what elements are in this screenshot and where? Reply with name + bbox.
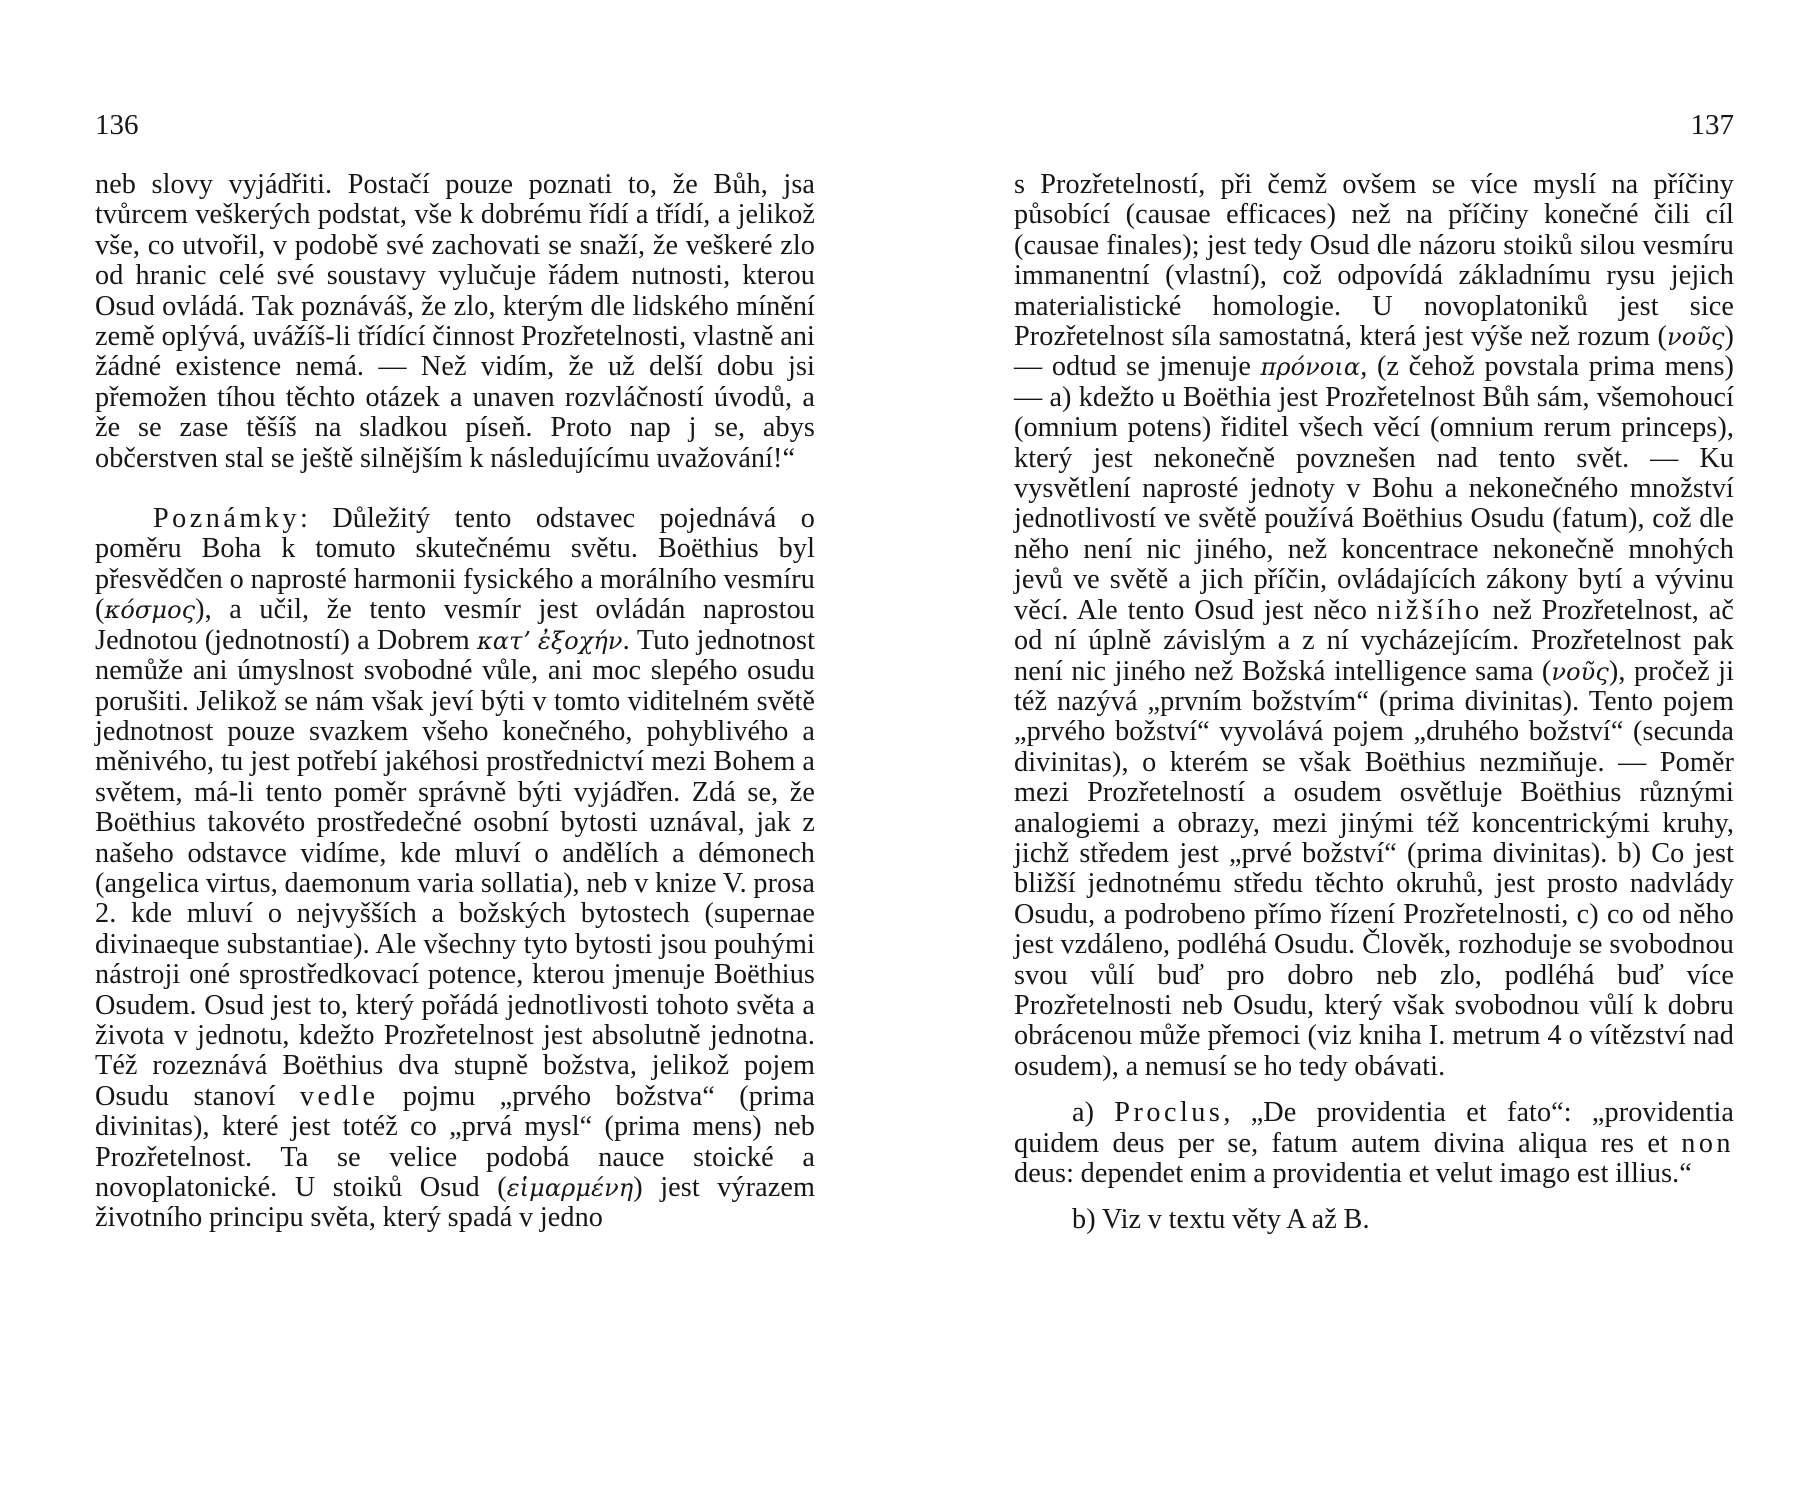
footnote-a — [1014, 1098, 1734, 1189]
notes-text-b: ), a učil, že tento vesmír jest ovládán naprostou Jednotou (jednotností) a Dobrem — [95, 594, 815, 656]
notes-text-c: . Tuto jednotnost nemůže ani úmyslnost svobodné vůle, ani moc slepého osudu porušiti. Jelikož se nám však jeví býti v tomto viditelném světě jednotnost pouze svazkem všeho konečného, pohyblivého a měnivého, tu jest potřebí jakéhosi prostřednictví mezi Bohem a světem, má-li tento poměr správně býti vyjádřen. Zdá se, že Boëthius takovéto prostředečné osobní bytosti uznával, jak z našeho odstavce vidíme, kde mluví o andělích a démonech (angelica virtus, daemonum varia sollatia), neb v knize V. prosa 2. kde mluví o nejvyšších a božských bytostech (supernae divinaeque substantiae). Ale všechny tyto bytosti jsou pouhými nástroji oné sprostředkovací potence, kterou jmenuje Boëthius Osudem. Osud jest to, který pořádá jednotlivosti tohoto světa a života v jednotu, kdežto Prozřetelnost jest absolutně jednotna. Též rozeznává Boëthius dva stupně božstva, jelikož pojem Osudu stanoví — [95, 624, 816, 1112]
right-text-b: ) — odtud se jmenuje — [1014, 321, 1734, 383]
left-paragraph-1: neb slovy vyjádřiti. Postačí pouze poznati to, že Bůh, jsa tvůrcem veškerých podstat, vše k dobrému řídí a třídí, a jelikož vše, co utvořil, v podobě své zachovati se snaží, že veškeré zlo od hranic celé své soustavy vylučuje řádem nutnosti, kterou Osud ovládá. Tak poznáváš, že zlo, kterým dle lidského mínění země oplývá, uvážíš-li třídící činnost Prozřetelnosti, vlastně ani žádné existence nemá. — Než vidím, že už delší dobu jsi přemožen tíhou těchto otázek a unaven rozvláčností úvodů, a že se zase těšíš na sladkou píseň. Proto nap j se, abys občerstven stal se ještě silnějším k následujícímu uvažování!“ — [95, 169, 815, 474]
right-text-e: ), pročež ji též nazývá „prvním božstvím“ (prima divinitas). Tento pojem „prvého božství“ vyvolává pojem „druhého božství“ (secunda divinitas), o kterém se však Boëthius nezmiňuje. — Poměr mezi Prozřetelností a osudem osvětluje Boëthius různými analogiemi a obrazy, mezi jinými též koncentrickými kruhy, jichž středem jest „prvé božství“ (prima divinitas). b) Co jest bližší jednotnému středu těchto okruhů, jest prosto nadvlády Osudu, a podrobeno přímo řízení Prozřetelnosti, c) co od něho jest vzdáleno, podléhá Osudu. Člověk, rozhoduje se svobodnou svou vůlí buď pro dobro neb zlo, podléhá buď více Prozřetelnosti neb Osudu, který však svobodnou vůlí k dobru obrácenou může přemoci (viz kniha I. metrum 4 o vítězství nad osudem), a nemusí se ho tedy obávati. — [1014, 655, 1735, 1082]
footnote-a-non: non — [1681, 1127, 1734, 1159]
notes-paragraph — [95, 504, 815, 1234]
greek-nous-1: νοῦς — [1667, 323, 1725, 352]
notes-vedle: vedle — [299, 1080, 379, 1112]
right-text-column — [1014, 170, 1734, 1236]
right-text-d: než Prozřetelnost, ač od ní úplně závislým a z ní vycházejícím. Prozřetelnost pak není nic jiného než Božská intelligence sama ( — [1014, 594, 1734, 687]
page-number-left: 136 — [95, 109, 139, 141]
right-text-c: , (z čehož povstala prima mens) — a) kdežto u Boëthia jest Prozřetelnost Bůh sám, všemohoucí (omnium potens) řiditel všech věcí (omnium rerum princeps), který jest nekonečně povznešen nad tento svět. — Ku vysvětlení naprosté jednoty v Bohu a nekonečného množství jednotlivostí ve světě používá Boëthius Osudu (fatum), což dle něho není nic jiného, než koncentrace nekonečně mnohých jevů ve světě a jich příčin, ovládajících zákony bytí a vývinu věcí. Ale tento Osud jest něco — [1014, 351, 1734, 626]
greek-kosmos: κόσμος — [104, 596, 196, 625]
right-nizsiho: nižšího — [1376, 594, 1483, 626]
right-paragraph-1 — [1014, 170, 1734, 1082]
notes-label: Poznámky — [153, 503, 300, 535]
footnote-a-marker: a) — [1072, 1097, 1115, 1129]
greek-nous-2: νοῦς — [1551, 657, 1609, 686]
notes-text-a: : Důležitý tento odstavec pojednává o poměru Boha k tomuto skutečnému světu. Boëthius byl přesvědčen o naprosté harmonii fysického a morálního vesmíru ( — [95, 503, 815, 626]
notes-text-e: ) jest výrazem životního principu světa, který spadá v jedno — [95, 1172, 816, 1234]
notes-text-d: pojmu „prvého božstva“ (prima divinitas), které jest totéž co „prvá mysl“ (prima mens) neb Prozřetelnost. Ta se velice podobá nauce stoické a novoplatonické. U stoiků Osud ( — [95, 1080, 815, 1203]
footnote-a-name: Proclus — [1114, 1097, 1224, 1129]
footnote-b: b) Viz v textu věty A až B. — [1072, 1204, 1370, 1236]
right-page — [910, 0, 1820, 1500]
left-text-column — [95, 170, 815, 1234]
greek-heimarmene: εἱμαρμένη — [506, 1174, 634, 1202]
footnote-a-text-1: , „De providentia et fato“: „providentia quidem deus per se, fatum autem divina aliqua res et — [1014, 1097, 1735, 1159]
greek-kat-exochen: κατʼ ἐξοχήν — [476, 626, 623, 655]
right-text-a: s Prozřetelností, při čemž ovšem se více myslí na příčiny působící (causae efficaces) než na příčiny konečné čili cíl (causae finales); jest tedy Osud dle názoru stoiků silou vesmíru immanentní (vlastní), což odpovídá základnímu rysu jejich materialistické homologie. U novoplatoniků jest sice Prozřetelnost síla samostatná, která jest výše než rozum ( — [1014, 169, 1734, 353]
footnote-a-text-2: deus: dependet enim a providentia et velut imago est illius.“ — [1014, 1158, 1692, 1189]
greek-pronoia: πρόνοια — [1260, 353, 1361, 382]
page-number-right: 137 — [1690, 109, 1734, 141]
